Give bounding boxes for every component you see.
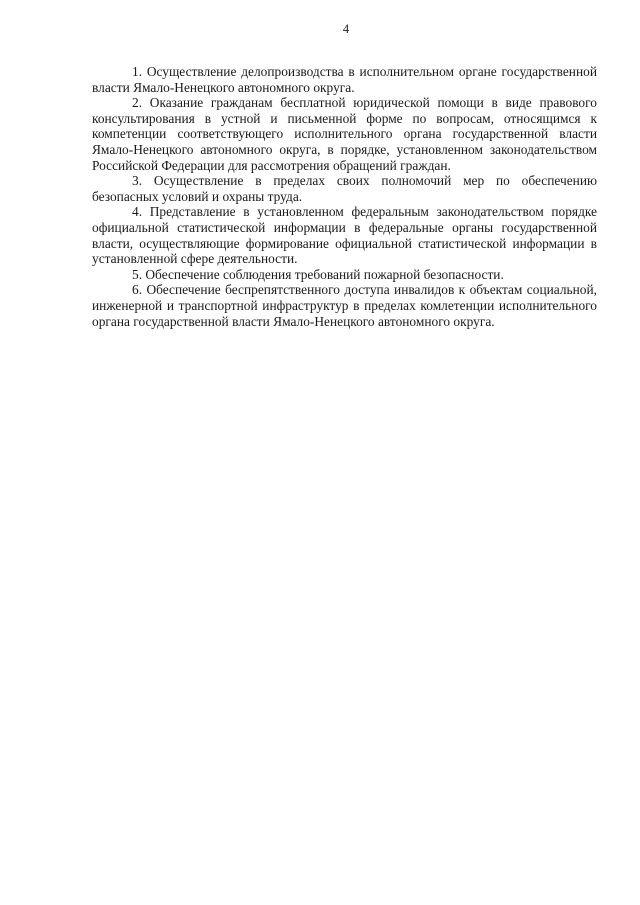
paragraph-item-2: 2. Оказание гражданам бесплатной юридической помощи в виде правового консультирования в устной и письменной форме по вопросам, относящимся к компетенции соответствующего исполнительного органа государственной власти Ямало-Ненецкого автономного округа, в порядке, установленном законодательством Российской Федерации для рассмотрения обращений граждан. <box>92 95 597 173</box>
document-body <box>92 64 597 329</box>
paragraph-item-5: 5. Обеспечение соблюдения требований пожарной безопасности. <box>132 266 504 282</box>
paragraph-item-3: 3. Осуществление в пределах своих полномочий мер по обеспечению безопасных условий и охраны труда. <box>92 173 597 204</box>
page-number: 4 <box>342 22 350 36</box>
paragraph-item-4: 4. Представление в установленном федеральным законодательством порядке официальной статистической информации в федеральные органы государственной власти, осуществляющие формирование официальной статистической информации в установленной сфере деятельности. <box>92 204 597 267</box>
paragraph-item-1: 1. Осуществление делопроизводства в исполнительном органе государственной власти Ямало-Ненецкого автономного округа. <box>92 64 597 95</box>
paragraph-item-6: 6. Обеспечение беспрепятственного доступа инвалидов к объектам социальной, инженерной и транспортной инфраструктур в пределах комлетенции исполнительного органа государственной власти Ямало-Ненецкого автономного округа. <box>92 282 597 329</box>
